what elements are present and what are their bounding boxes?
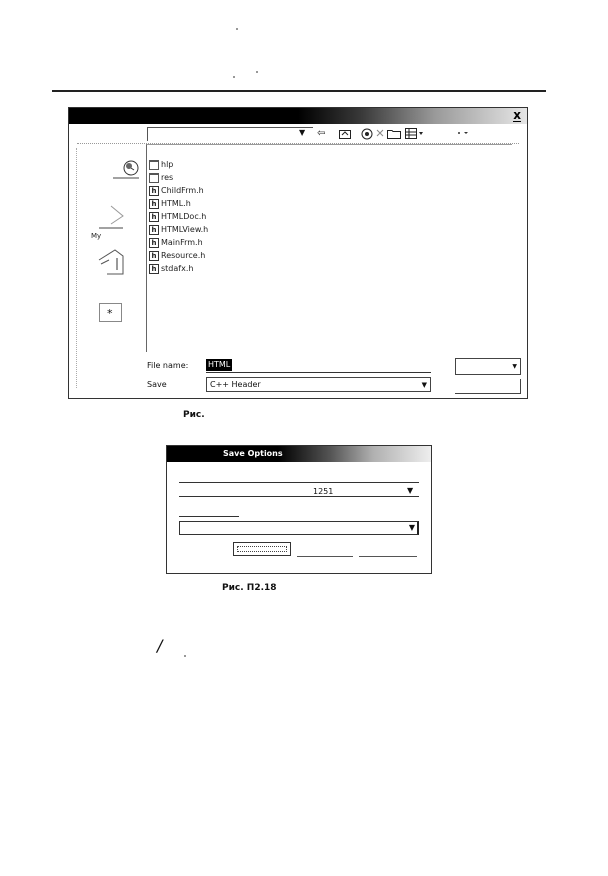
look-in-combo[interactable] (147, 127, 313, 141)
cancel-button[interactable] (297, 556, 353, 557)
back-icon[interactable]: ⇦ (317, 128, 326, 139)
dialog-title: Save Options (223, 449, 283, 458)
dialog-titlebar (69, 108, 527, 124)
header-file-icon: h (149, 212, 159, 222)
help-button[interactable] (359, 556, 417, 557)
list-item[interactable]: h ChildFrm.h (149, 185, 204, 197)
chevron-down-icon[interactable]: ▼ (408, 523, 415, 532)
file-name-value: HTML (208, 360, 231, 369)
dialog-titlebar (167, 446, 431, 462)
save-as-dialog (68, 107, 528, 399)
up-folder-icon[interactable] (339, 128, 351, 143)
delete-icon[interactable] (375, 128, 385, 142)
chevron-down-icon[interactable]: ▼ (407, 486, 414, 495)
stray-mark: / (157, 636, 163, 655)
cancel-button[interactable] (455, 379, 521, 394)
scan-dot (236, 28, 238, 30)
page-rule (52, 90, 546, 92)
save-type-label: Save (147, 380, 167, 389)
search-web-icon[interactable] (361, 128, 373, 144)
header-file-icon: h (149, 199, 159, 209)
header-file-icon: h (149, 251, 159, 261)
network-places-icon[interactable] (99, 303, 127, 329)
close-button[interactable]: x (513, 108, 521, 122)
save-button[interactable] (455, 358, 521, 375)
scan-dot (256, 71, 258, 73)
list-item[interactable]: hlp (149, 159, 173, 171)
encoding-combo[interactable] (179, 496, 419, 497)
save-type-value: C++ Header (210, 380, 261, 389)
list-item[interactable]: h HTML.h (149, 198, 191, 210)
header-file-icon: h (149, 264, 159, 274)
file-name-input[interactable] (206, 359, 431, 373)
list-item[interactable]: h Resource.h (149, 250, 205, 262)
line-ending-combo[interactable] (179, 521, 419, 535)
list-item[interactable]: h stdafx.h (149, 263, 193, 275)
header-file-icon: h (149, 225, 159, 235)
my-computer-icon[interactable] (97, 248, 125, 274)
encoding-label-line (179, 482, 419, 483)
header-file-icon: h (149, 186, 159, 196)
ok-button[interactable] (233, 542, 291, 556)
header-file-icon: h (149, 238, 159, 248)
tools-icon[interactable] (457, 128, 469, 140)
place-label: My (91, 232, 102, 240)
folder-icon (149, 173, 159, 183)
places-bar-edge (76, 148, 77, 388)
history-icon[interactable] (113, 154, 141, 180)
chevron-down-icon[interactable]: ▼ (421, 381, 427, 389)
chevron-down-icon[interactable]: ▼ (299, 128, 306, 137)
list-item[interactable]: h HTMLDoc.h (149, 211, 206, 223)
views-icon[interactable] (405, 128, 425, 143)
chevron-down-icon[interactable]: ▼ (512, 363, 517, 370)
svg-text:*: * (107, 307, 113, 320)
scan-dot (184, 655, 186, 657)
save-options-dialog (166, 445, 432, 574)
figure-caption: Рис. (183, 410, 205, 420)
new-folder-icon[interactable] (387, 128, 401, 143)
scan-dot (233, 76, 235, 78)
line-ending-label-line (179, 516, 239, 517)
desktop-icon[interactable] (97, 204, 125, 230)
figure-caption: Рис. П2.18 (222, 583, 277, 593)
list-item[interactable]: res (149, 172, 173, 184)
folder-icon (149, 160, 159, 170)
file-name-label: File name: (147, 361, 189, 370)
file-list[interactable] (146, 144, 512, 352)
list-item[interactable]: h MainFrm.h (149, 237, 203, 249)
encoding-value: 1251 (313, 487, 334, 496)
list-item[interactable]: h HTMLView.h (149, 224, 208, 236)
save-type-combo[interactable] (206, 377, 431, 392)
